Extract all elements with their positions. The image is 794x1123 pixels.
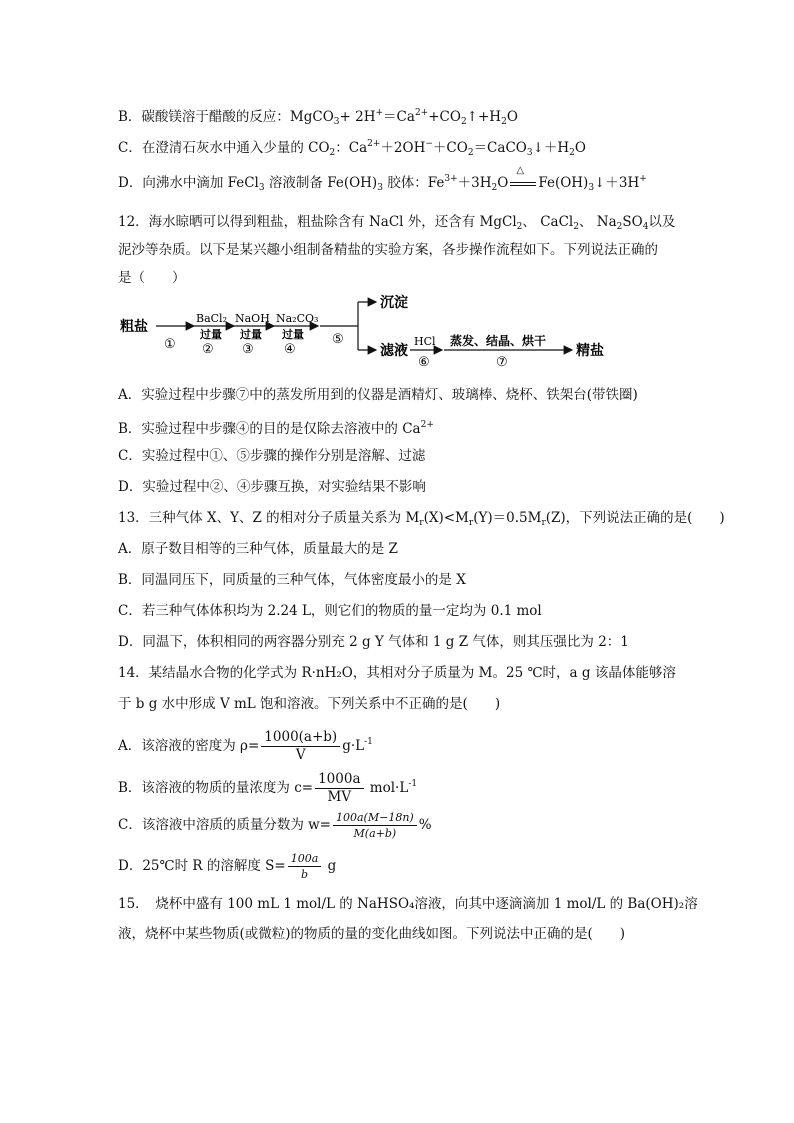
q13-option-d: D．同温下，体积相同的两容器分别充 2 g Y 气体和 1 g Z 气体，则其压强比为 2：1 [118,634,629,650]
step-7-marker: ⑦ [496,355,508,370]
q12-stem-line-1: 12．海水晾晒可以得到粗盐，粗盐除含有 NaCl 外，还含有 MgCl$_2$、 CaCl$_2$、 $Na_2SO_4$以及 [118,214,676,232]
reagent-na2co3-label: Na₂CO₃ [276,312,319,325]
density-fraction: $\frac{1000(a+b)}{V}$ [261,729,340,764]
excess-label-3: 过量 [282,328,304,341]
q12-option-b: B．实验过程中步骤④的目的是仅除去溶液中的 $Ca^{2+}$ [118,420,434,437]
q15-stem-line-1: 15． 烧杯中盛有 100 mL 1 mol/L 的 NaHSO₄溶液，向其中逐滴滴加 1 mol/L 的 Ba(OH)₂溶 [118,896,698,912]
q13-option-a: A．原子数目相等的三种气体，质量最大的是 Z [118,541,398,557]
reagent-hcl-label: HCl [414,335,436,348]
q13-stem: 13．三种气体 X、Y、Z 的相对分子质量关系为 $M_r(X)<M_r(Y)=0.5M_r(Z)$，下列说法正确的是( ) [118,510,725,528]
step-1-marker: ① [164,337,176,352]
step-5-marker: ⑤ [332,332,344,347]
q14-stem-line-2: 于 b g 水中形成 V mL 饱和溶液。下列关系中不正确的是( ) [118,696,501,712]
filtrate-label: 滤液 [380,343,408,359]
q14-option-b: B．该溶液的物质的量浓度为 c= $\frac{1000a}{MV}$ $mol\cdot L^{-1}$ [118,771,418,805]
q12-process-flow-diagram [118,290,638,370]
step-4-marker: ④ [284,342,296,357]
refined-salt-label: 精盐 [576,343,604,359]
concentration-fraction: $\frac{1000a}{MV}$ [315,771,363,806]
q11-option-b: B．碳酸镁溶于醋酸的反应：MgCO$_3$+ $2H^+=Ca^{2+}+CO_2↑+H_2O$ [118,108,518,127]
q14-option-c: C．该溶液中溶质的质量分数为 w= $\frac{100a(M-18n)}{M(a+b)}$ % [118,811,432,840]
step-2-marker: ② [202,342,214,357]
q13-option-c: C．若三种气体体积均为 2.24 L，则它们的物质的量一定均为 0.1 mol [118,603,542,619]
q12-option-c: C．实验过程中①、⑤步骤的操作分别是溶解、过滤 [118,448,426,464]
q14-option-a: A．该溶液的密度为 ρ= $\frac{1000(a+b)}{V}$ $g\cdot L^{-1}$ [118,729,373,763]
precipitate-label: 沉淀 [380,295,408,311]
q12-stem-line-3: 是（ ） [118,270,186,286]
step-3-marker: ③ [242,342,254,357]
step-6-marker: ⑥ [418,355,430,370]
q12-option-d: D．实验过程中②、④步骤互换，对实验结果不影响 [118,479,426,495]
q14-stem-line-1: 14．某结晶水合物的化学式为 R·nH₂O，其相对分子质量为 M。25 ℃时，a g 该晶体能够溶 [118,665,676,681]
reagent-bacl2-label: BaCl₂ [196,312,227,325]
solubility-fraction: $\frac{100a}{b}$ [288,851,322,882]
q11-option-d: D．向沸水中滴加 FeCl$_3$ 溶液制备 $Fe(OH)_3$ 胶体：$Fe^{3+}+3H_2O$ △ $Fe(OH)_3↓+3H^+$ [118,165,647,193]
excess-label-2: 过量 [240,328,262,341]
q12-option-a: A．实验过程中步骤⑦中的蒸发所用到的仪器是酒精灯、玻璃棒、烧杯、铁架台(带铁圈) [118,387,638,403]
excess-label-1: 过量 [200,328,222,341]
reagent-naoh-label: NaOH [235,312,270,325]
mass-fraction-fraction: $\frac{100a(M-18n)}{M(a+b)}$ [333,810,417,841]
q13-option-b: B．同温同压下，同质量的三种气体，气体密度最小的是 X [118,572,466,588]
q11-option-c: C．在澄清石灰水中通入少量的 $CO_2$：$Ca^{2+}+2OH^-+CO_2=CaCO_3↓+H_2O$ [118,139,586,158]
q12-stem-line-2: 泥沙等杂质。以下是某兴趣小组制备精盐的实验方案，各步操作流程如下。下列说法正确的 [118,242,658,258]
crude-salt-label: 粗盐 [120,319,148,335]
heating-equals-sign: △ [508,173,538,193]
q15-stem-line-2: 液，烧杯中某些物质(或微粒)的物质的量的变化曲线如图。下列说法中正确的是( ) [118,926,626,942]
q14-option-d: D．25℃时 R 的溶解度 S= $\frac{100a}{b}$ g [118,852,337,881]
evaporation-label: 蒸发、结晶、烘干 [450,334,547,348]
